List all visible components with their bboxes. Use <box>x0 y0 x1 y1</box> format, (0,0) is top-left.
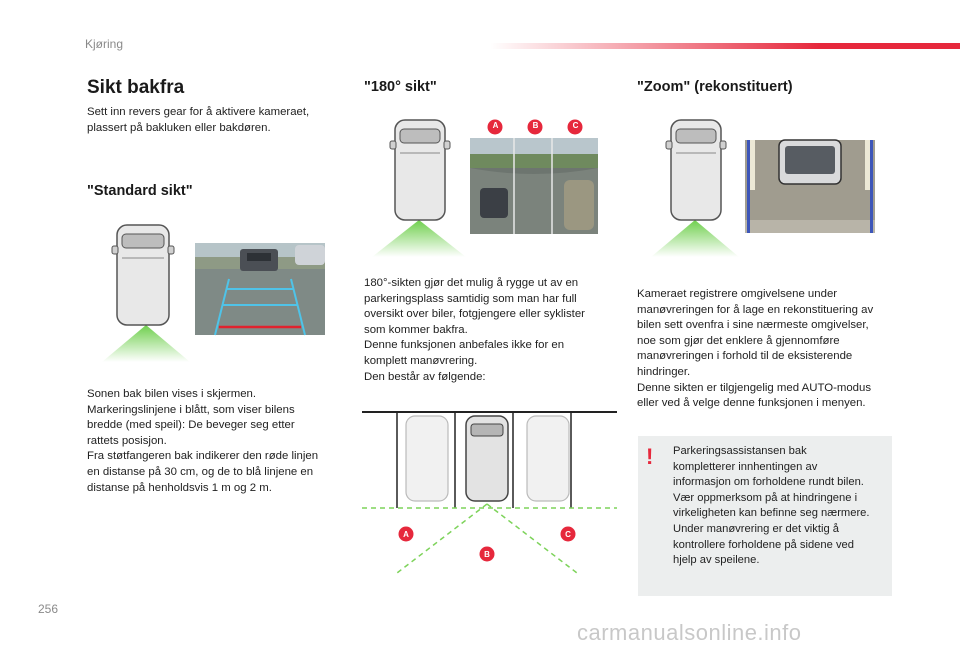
diagram-badge-c: C <box>565 530 571 539</box>
zoom-view-heading: "Zoom" (rekonstituert) <box>637 79 793 95</box>
zoom-view-camera-image <box>745 140 875 233</box>
warning-text: Parkeringsassistansen bak kompletterer innhentingen av informasjon om forholdene rundt bilen. Vær oppmerksom på at hindringene i virkeligheten kan befinne seg nærmere. Under manøvrering er det viktig å kontrollere forholdene på sidene ved hjelp av speilene. <box>673 445 870 567</box>
view-180-car-illustration <box>370 115 470 260</box>
page-number: 256 <box>38 602 59 616</box>
view-180-camera-image <box>470 138 598 234</box>
zoom-view-text: Kameraet registrere omgivelsene under manøvreringen for å lage en rekonstituering av bilen sett ovenfra i sine nærmeste omgivelser, noe som gjør det enklere å gjennomføre manøvreringen i forhold til de eksisterende hindringer. Denne sikten er tilgjengelig med AUTO-modus eller ved å velge denne funksjonen i menyen. <box>637 288 874 410</box>
badge-a: A <box>492 121 499 130</box>
diagram-badge-a: A <box>403 530 409 539</box>
watermark: carmanualsonline.info <box>577 620 802 645</box>
view-180-text: 180°-sikten gjør det mulig å rygge ut av en parkeringsplass samtidig som man har full oversikt over biler, fotgjengere eller syklister som kommer bakfra. Denne funksjonen anbefales ikke for en komplett manøvrering. Den består av følgende: <box>364 277 585 383</box>
intro-text: Sett inn revers gear for å aktivere kameraet, plassert på bakluken eller bakdøren. <box>87 106 310 134</box>
section-label: Kjøring <box>85 37 124 51</box>
badge-b: B <box>532 121 539 130</box>
standard-view-text: Sonen bak bilen vises i skjermen. Markeringslinjene i blått, som viser bilens bredde (med speil): De beveger seg etter rattets posisjon. Fra støtfangeren bak indikerer den røde linjen en distanse på 30 cm, og de to blå linjene en distanse på henholdsvis 1 m og 2 m. <box>87 388 319 494</box>
header-accent-bar <box>490 43 960 49</box>
page-title: Sikt bakfra <box>87 77 185 98</box>
diagram-badge-b: B <box>484 550 490 559</box>
zoom-view-car-illustration <box>645 115 745 260</box>
standard-view-heading: "Standard sikt" <box>87 183 193 199</box>
warning-icon: ! <box>646 444 654 469</box>
view-180-heading: "180° sikt" <box>364 79 437 95</box>
standard-view-car-illustration <box>100 220 200 365</box>
badge-c: C <box>572 121 579 130</box>
standard-view-camera-image <box>195 243 325 335</box>
